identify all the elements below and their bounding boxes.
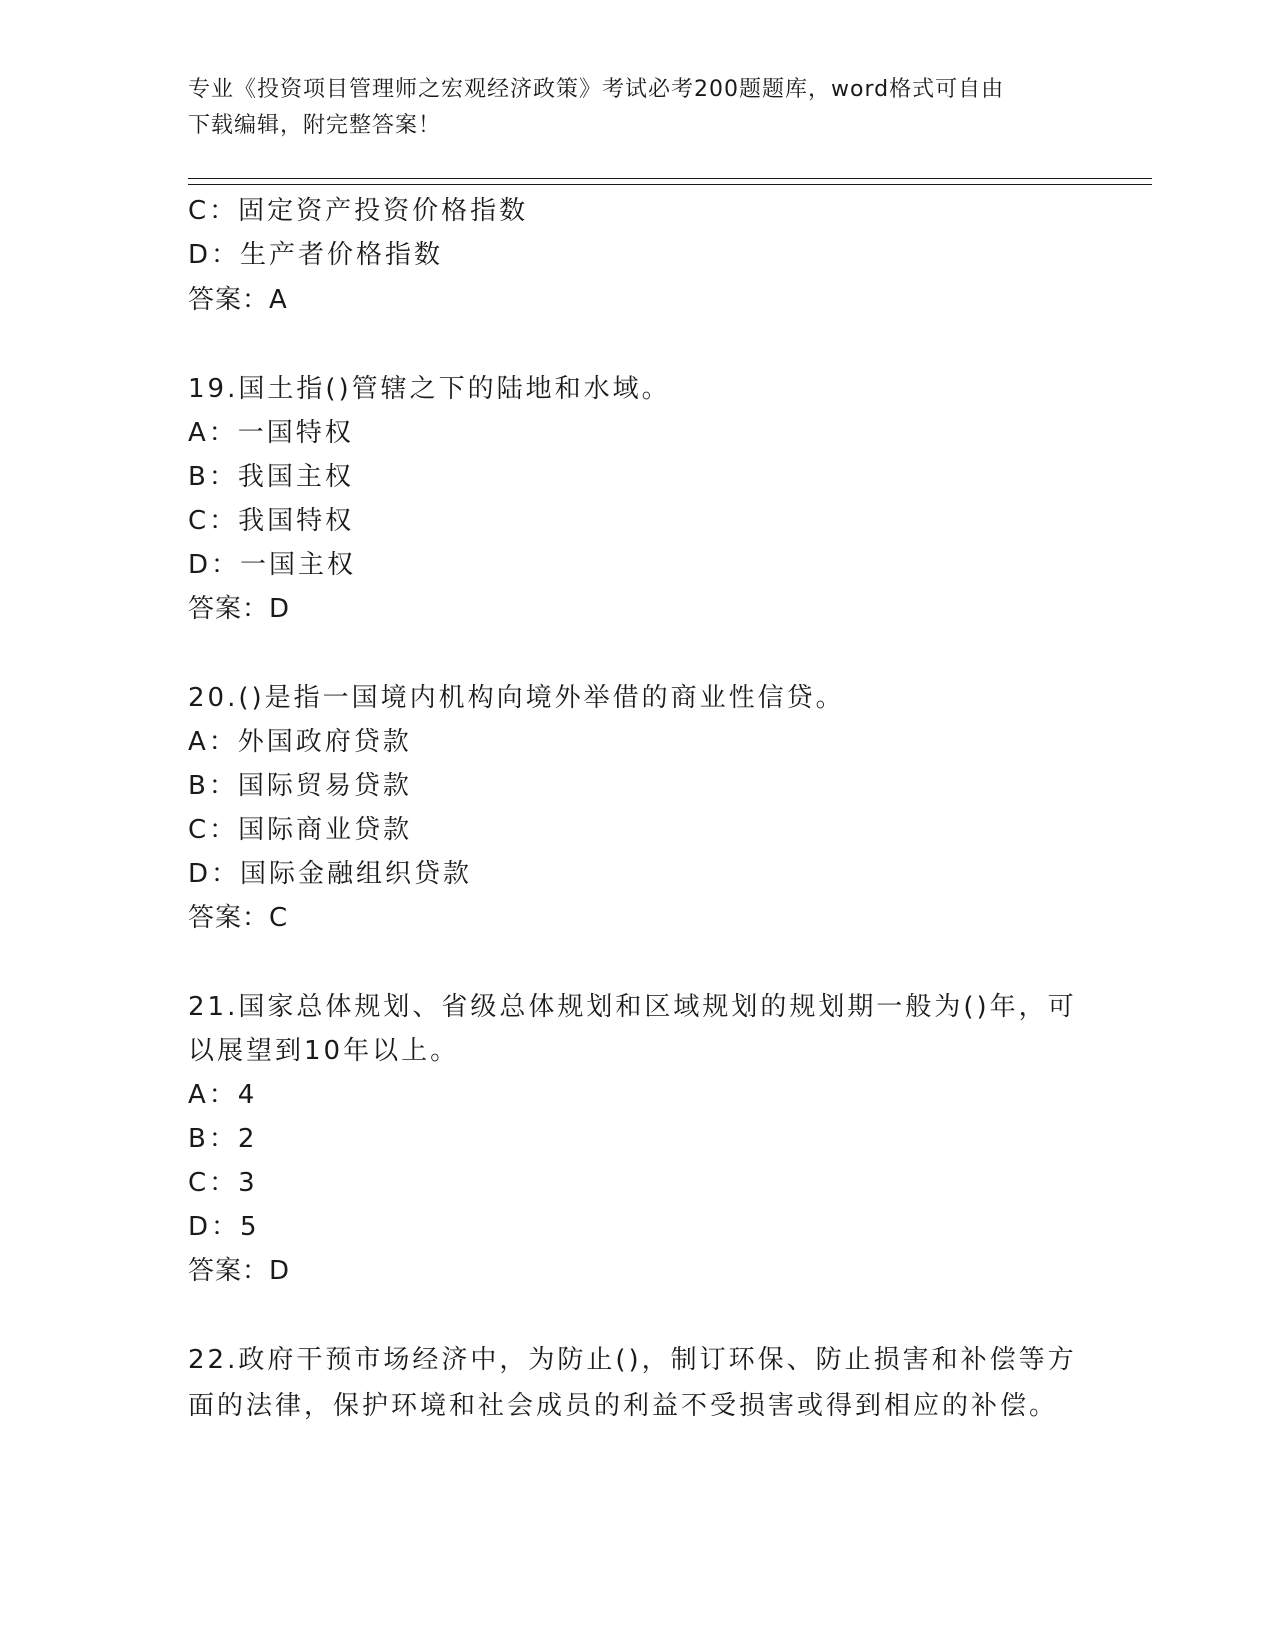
option-c: C：我国特权 [188, 506, 355, 536]
option-a: A：4 [188, 1080, 258, 1110]
option-c: C：固定资产投资价格指数 [188, 196, 529, 226]
question-stem: 19.国土指()管辖之下的陆地和水域。 [188, 374, 671, 404]
answer: 答案：D [188, 1256, 291, 1286]
question-stem: 22.政府干预市场经济中，为防止()，制订环保、防止损害和补偿等方 [188, 1345, 1077, 1375]
header-rule-bottom [188, 184, 1152, 185]
option-b: B：2 [188, 1124, 258, 1154]
answer: 答案：D [188, 594, 291, 624]
option-b: B：国际贸易贷款 [188, 771, 412, 801]
answer: 答案：C [188, 903, 289, 933]
question-stem-continued: 以展望到10年以上。 [188, 1036, 460, 1066]
option-d: D：国际金融组织贷款 [188, 859, 473, 889]
option-b: B：我国主权 [188, 462, 354, 492]
question-stem: 20.()是指一国境内机构向境外举借的商业性信贷。 [188, 683, 845, 713]
option-a: A：外国政府贷款 [188, 727, 412, 757]
option-d: D：生产者价格指数 [188, 240, 444, 270]
header-line-1: 专业《投资项目管理师之宏观经济政策》考试必考200题题库，word格式可自由 [188, 77, 1005, 102]
document-header [188, 72, 1088, 144]
answer: 答案：A [188, 285, 288, 315]
header-rule-top [188, 178, 1152, 179]
option-a: A：一国特权 [188, 418, 354, 448]
header-line-2: 下载编辑，附完整答案！ [188, 113, 442, 138]
question-stem: 21.国家总体规划、省级总体规划和区域规划的规划期一般为()年，可 [188, 992, 1077, 1022]
option-c: C：国际商业贷款 [188, 815, 413, 845]
option-c: C：3 [188, 1168, 258, 1198]
option-d: D：5 [188, 1212, 260, 1242]
option-d: D：一国主权 [188, 550, 357, 580]
question-stem-continued: 面的法律，保护环境和社会成员的利益不受损害或得到相应的补偿。 [188, 1391, 1059, 1421]
